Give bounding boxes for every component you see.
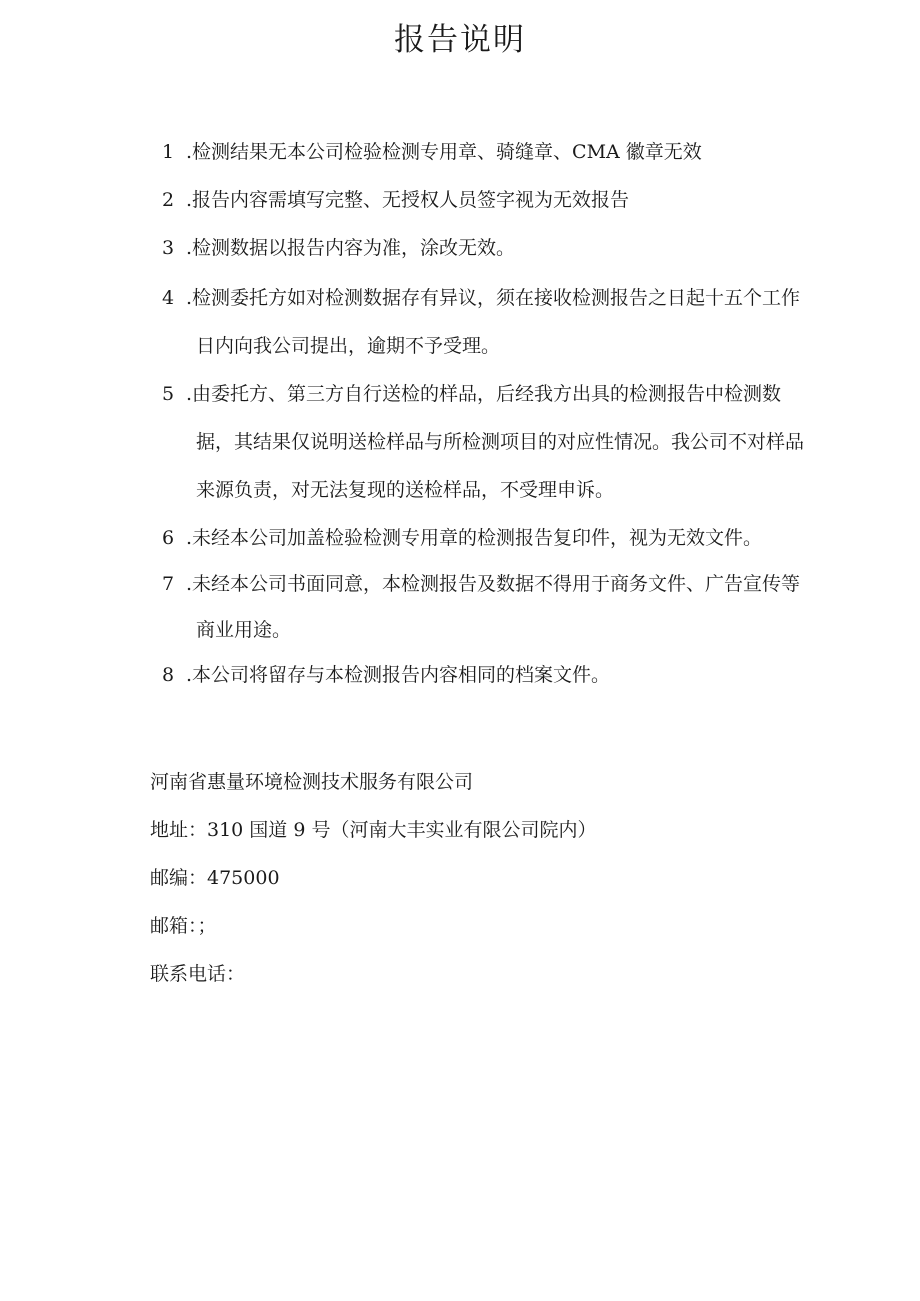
note-text: .由委托方、第三方自行送检的样品，后经我方出具的检测报告中检测数: [186, 383, 782, 405]
company-name: 河南省惠量环境检测技术服务有限公司: [150, 771, 474, 793]
page-title: 报告说明: [394, 22, 526, 58]
note-text: 商业用途。: [196, 619, 292, 641]
note-text: .报告内容需填写完整、无授权人员签字视为无效报告: [186, 189, 630, 211]
note-number: 1: [162, 141, 175, 163]
note-number: 6: [162, 527, 175, 549]
company-email: 邮箱：；: [150, 915, 217, 937]
note-text: .检测结果无本公司检验检测专用章、骑缝章、CMA 徽章无效: [186, 141, 702, 163]
note-text: 来源负责，对无法复现的送检样品，不受理申诉。: [196, 479, 615, 501]
company-phone: 联系电话：: [150, 963, 246, 985]
note-text: .检测数据以报告内容为准，涂改无效。: [186, 237, 516, 259]
note-number: 4: [162, 287, 175, 309]
note-text: 日内向我公司提出，逾期不予受理。: [196, 335, 501, 357]
company-address: 地址：310 国道 9 号（河南大丰实业有限公司院内）: [150, 819, 597, 841]
note-text: .本公司将留存与本检测报告内容相同的档案文件。: [186, 664, 611, 686]
note-text: .未经本公司加盖检验检测专用章的检测报告复印件，视为无效文件。: [186, 527, 763, 549]
note-number: 2: [162, 189, 175, 211]
note-text: 据，其结果仅说明送检样品与所检测项目的对应性情况。我公司不对样品: [196, 431, 805, 453]
note-number: 5: [162, 383, 175, 405]
note-text: .检测委托方如对检测数据存有异议，须在接收检测报告之日起十五个工作: [186, 287, 801, 309]
note-number: 3: [162, 237, 175, 259]
note-text: .未经本公司书面同意，本检测报告及数据不得用于商务文件、广告宣传等: [186, 573, 801, 595]
note-number: 8: [162, 664, 175, 686]
company-postcode: 邮编：475000: [150, 867, 280, 889]
note-number: 7: [162, 573, 175, 595]
